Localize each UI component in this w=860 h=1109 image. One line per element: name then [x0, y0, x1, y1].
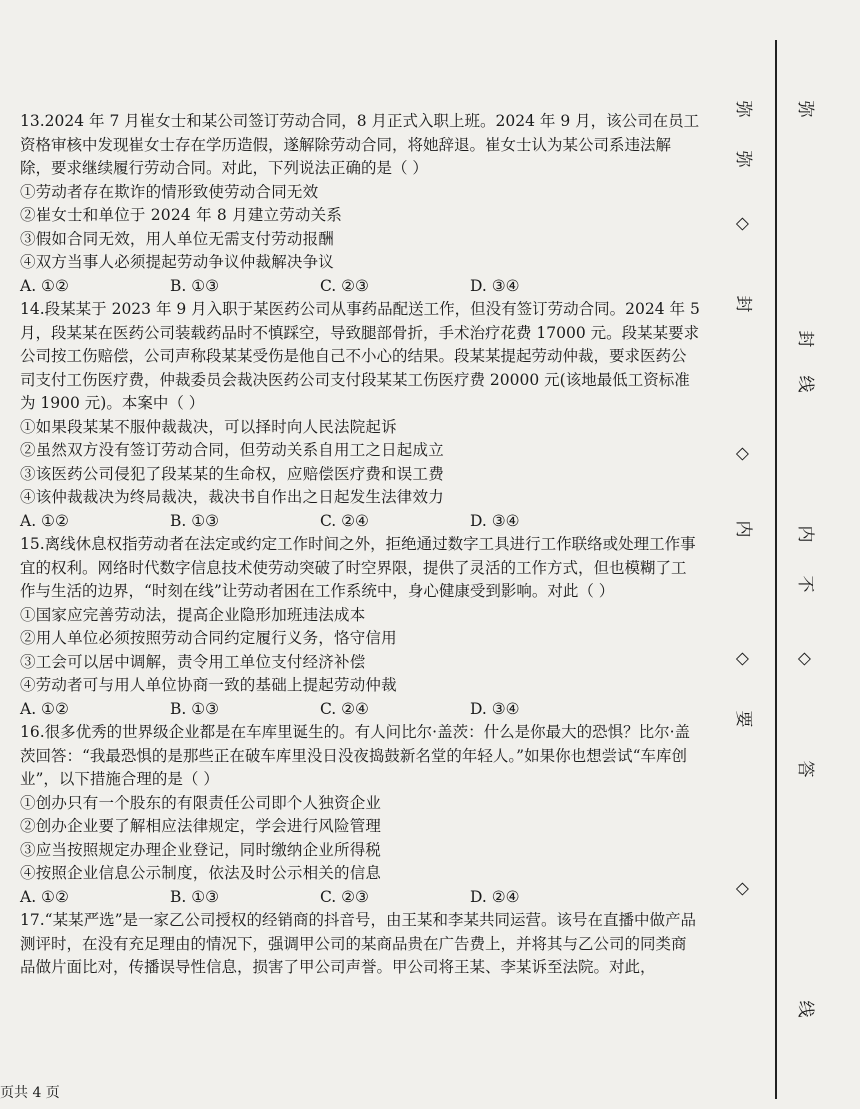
statement-3: ③应当按照规定办理企业登记，同时缴纳企业所得税: [20, 840, 382, 859]
answer-choices: [20, 886, 700, 910]
statement-4: ④双方当事人必须提起劳动争议仲裁解决争议: [20, 253, 335, 271]
statement-2: ②创办企业要了解相应法律规定，学会进行风险管理: [20, 817, 382, 835]
binding-diamond: ◇: [733, 217, 753, 231]
binding-char: 要: [733, 710, 753, 728]
choice-d: D. ③④: [470, 276, 520, 295]
binding-diamond: ◇: [795, 652, 815, 666]
choice-c: C. ②④: [320, 699, 369, 718]
statement-4: ④劳动者可与用人单位协商一致的基础上提起劳动仲裁: [20, 676, 397, 694]
page-footer: 页共 4 页: [0, 1085, 60, 1101]
binding-line: [775, 40, 777, 1099]
statement-1: ①创办只有一个股东的有限责任公司即个人独资企业: [20, 793, 382, 812]
question-14: [20, 298, 700, 533]
choice-c: C. ②③: [320, 276, 369, 295]
binding-char: 封: [795, 330, 815, 348]
answer-choices: [20, 275, 700, 299]
choice-b: B. ①③: [170, 699, 220, 718]
question-16: [20, 721, 700, 909]
question-list: [20, 110, 700, 980]
statement-3: ③假如合同无效，用人单位无需支付劳动报酬: [20, 229, 335, 248]
choice-d: D. ②④: [470, 887, 520, 906]
statement-4: ④按照企业信息公示制度，依法及时公示相关的信息: [20, 864, 382, 882]
binding-char: 内: [733, 520, 753, 538]
question-stem: 13.2024 年 7 月崔女士和某公司签订劳动合同，8 月正式入职上班。2024 年 9 月，该公司在员工资格审核中发现崔女士存在学历造假，遂解除劳动合同，将她辞退。崔女士认为某公司系违法解除，要求继续履行劳动合同。对此，下列说法正确的是（ ）: [20, 112, 700, 177]
statement-1: ①劳动者存在欺诈的情形致使劳动合同无效: [20, 182, 319, 201]
binding-diamond: ◇: [733, 652, 753, 666]
choice-c: C. ②④: [320, 511, 369, 530]
choice-b: B. ①③: [170, 276, 220, 295]
binding-diamond: ◇: [733, 447, 753, 461]
binding-char: 线: [795, 375, 815, 393]
question-stem: 17.“某某严选”是一家乙公司授权的经销商的抖音号，由王某和李某共同运营。该号在直播中做产品测评时，在没有充足理由的情况下，强调甲公司的某商品贵在广告费上，并将其与乙公司的同类商品做片面比对，传播误导性信息，损害了甲公司声誉。甲公司将王某、李某诉至法院。对此，: [20, 911, 697, 976]
choice-b: B. ①③: [170, 511, 220, 530]
choice-d: D. ③④: [470, 511, 520, 530]
question-stem: 16.很多优秀的世界级企业都是在车库里诞生的。有人问比尔·盖茨：什么是你最大的恐惧？比尔·盖茨回答：“我最恐惧的是那些正在破车库里没日没夜捣鼓新名堂的年轻人。”如果你也想尝试“车库创业”，以下措施合理的是（ ）: [20, 723, 691, 788]
binding-char: 线: [795, 1000, 815, 1018]
statement-2: ②用人单位必须按照劳动合同约定履行义务，恪守信用: [20, 629, 397, 647]
choice-b: B. ①③: [170, 887, 220, 906]
statement-2: ②虽然双方没有签订劳动合同，但劳动关系自用工之日起成立: [20, 441, 444, 459]
answer-choices: [20, 698, 700, 722]
statement-1: ①国家应完善劳动法，提高企业隐形加班违法成本: [20, 605, 366, 624]
binding-margin: [705, 0, 860, 1109]
binding-char: 内: [795, 525, 815, 543]
binding-char: 弥: [733, 100, 753, 118]
choice-a: A. ①②: [20, 511, 69, 530]
question-17: [20, 909, 700, 980]
choice-d: D. ③④: [470, 699, 520, 718]
statement-3: ③该医药公司侵犯了段某某的生命权，应赔偿医疗费和误工费: [20, 464, 444, 483]
statement-2: ②崔女士和单位于 2024 年 8 月建立劳动关系: [20, 206, 343, 224]
question-stem: 14.段某某于 2023 年 9 月入职于某医药公司从事药品配送工作，但没有签订劳动合同。2024 年 5 月，段某某在医药公司装载药品时不慎踩空，导致腿部骨折，手术治疗花费 17000 元。段某某要求公司按工伤赔偿，公司声称段某某受伤是他自己不小心的结果。段某某提起劳动仲裁，要求医药公司支付工伤医疗费，仲裁委员会裁决医药公司支付段某某工伤医疗费 20000 元(该地最低工资标准为 1900 元)。本案中（ ）: [20, 300, 700, 412]
binding-char: 弥: [733, 150, 753, 168]
statement-3: ③工会可以居中调解，责令用工单位支付经济补偿: [20, 652, 366, 671]
choice-c: C. ②③: [320, 887, 369, 906]
question-stem: 15.离线休息权指劳动者在法定或约定工作时间之外，拒绝通过数字工具进行工作联络或处理工作事宜的权利。网络时代数字信息技术使劳动突破了时空界限，提供了灵活的工作方式，但也模糊了工作与生活的边界，“时刻在线”让劳动者困在工作系统中，身心健康受到影响。对此（ ）: [20, 535, 696, 600]
choice-a: A. ①②: [20, 276, 69, 295]
question-15: [20, 533, 700, 721]
answer-choices: [20, 510, 700, 534]
question-13: [20, 110, 700, 298]
binding-char: 封: [733, 295, 753, 313]
statement-4: ④该仲裁裁决为终局裁决，裁决书自作出之日起发生法律效力: [20, 488, 444, 506]
binding-diamond: ◇: [733, 882, 753, 896]
choice-a: A. ①②: [20, 887, 69, 906]
statement-1: ①如果段某某不服仲裁裁决，可以择时向人民法院起诉: [20, 417, 397, 436]
binding-char: 答: [795, 760, 815, 778]
binding-char: 弥: [795, 100, 815, 118]
choice-a: A. ①②: [20, 699, 69, 718]
binding-char: 不: [795, 575, 815, 593]
